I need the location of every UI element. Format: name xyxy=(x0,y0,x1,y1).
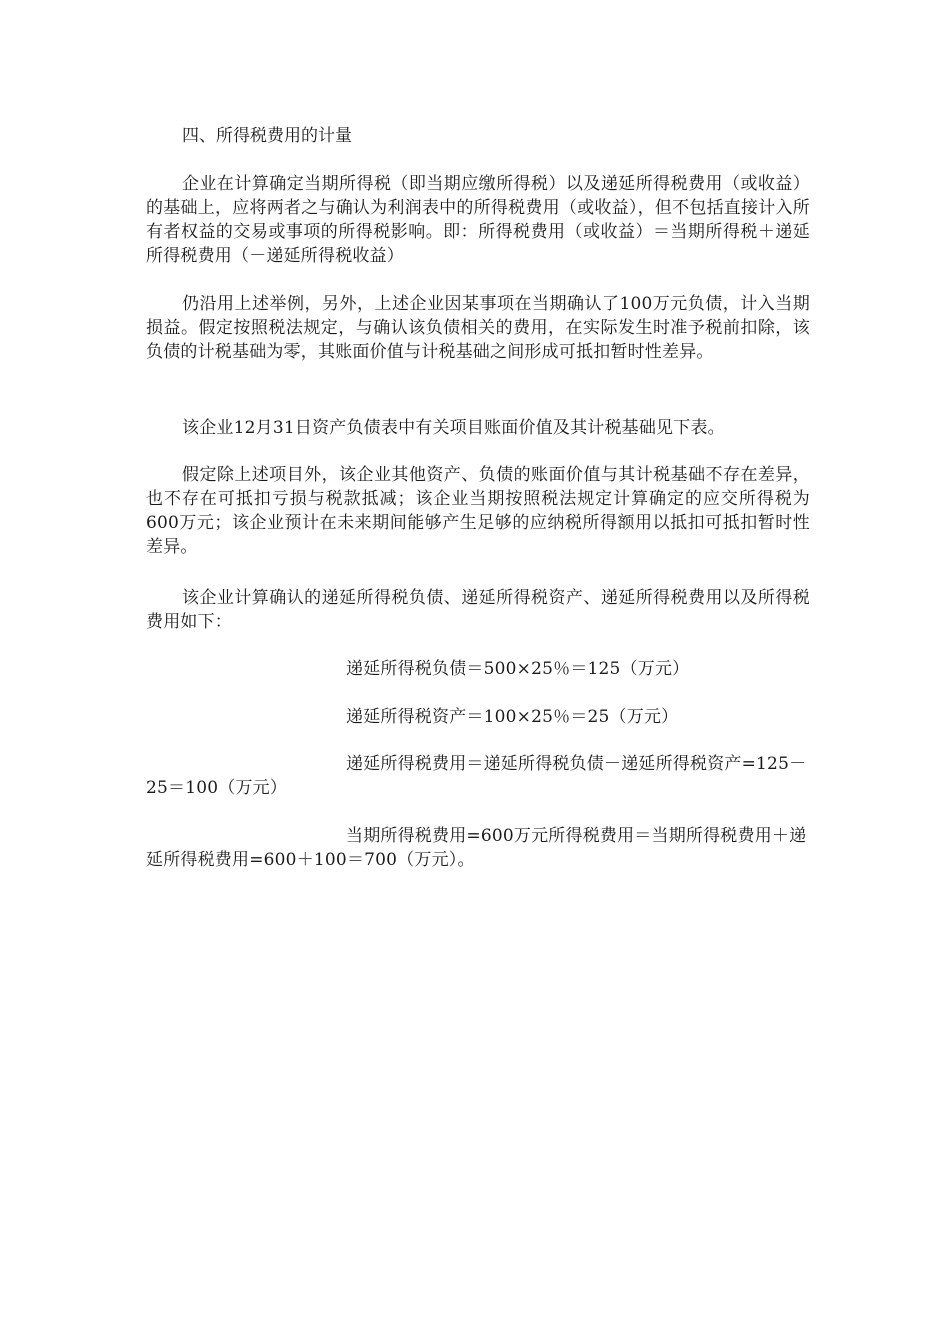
formula-deferred-tax-asset: 递延所得税资产＝100×25％＝25（万元） xyxy=(346,707,679,727)
formula-deferred-tax-liability: 递延所得税负债＝500×25％＝125（万元） xyxy=(346,659,690,679)
paragraph-example-liability: 仍沿用上述举例，另外，上述企业因某事项在当期确认了100万元负债，计入当期损益。假定按照税法规定，与确认该负债相关的费用，在实际发生时准予税前扣除，该负债的计税基础为零，其账面价值与计税基础之间形成可抵扣暂时性差异。 xyxy=(146,294,810,362)
paragraph-assumptions: 假定除上述项目外，该企业其他资产、负债的账面价值与其计税基础不存在差异，也不存在可抵扣亏损与税款抵减；该企业当期按照税法规定计算确定的应交所得税为600万元；该企业预计在未来期间能够产生足够的应纳税所得额用以抵扣可抵扣暂时性差异。 xyxy=(146,465,810,557)
paragraph-balance-sheet-note: 该企业12月31日资产负债表中有关项目账面价值及其计税基础见下表。 xyxy=(182,418,725,438)
formula-total-income-tax-expense: 当期所得税费用=600万元所得税费用＝当期所得税费用＋递延所得税费用=600＋100＝700（万元）。 xyxy=(146,826,807,870)
section-heading: 四、所得税费用的计量 xyxy=(182,126,352,146)
paragraph-calculation-intro: 该企业计算确认的递延所得税负债、递延所得税资产、递延所得税费用以及所得税费用如下： xyxy=(146,588,810,632)
paragraph-income-tax-definition: 企业在计算确定当期所得税（即当期应缴所得税）以及递延所得税费用（或收益）的基础上，应将两者之与确认为利润表中的所得税费用（或收益），但不包括直接计入所有者权益的交易或事项的所得税影响。即：所得税费用（或收益）＝当期所得税＋递延所得税费用（－递延所得税收益） xyxy=(146,174,810,266)
formula-deferred-tax-expense: 递延所得税费用＝递延所得税负债－递延所得税资产=125－25＝100（万元） xyxy=(146,754,807,798)
